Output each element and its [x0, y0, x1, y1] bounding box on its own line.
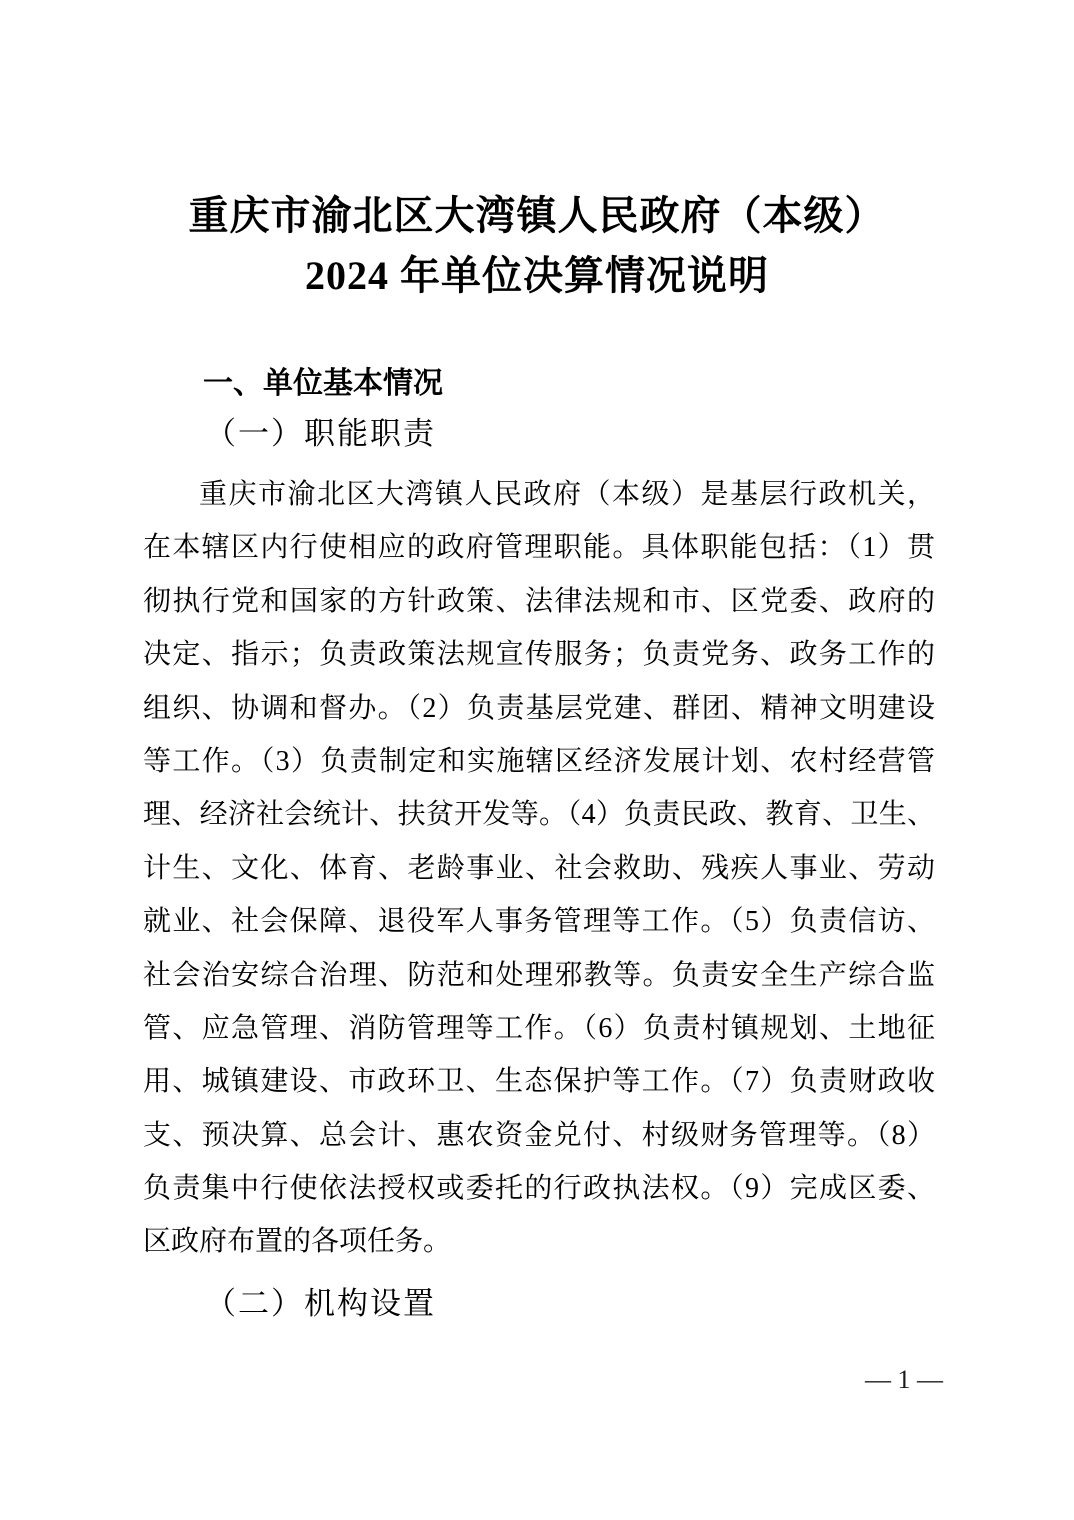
subsection-heading-org-setup: （二）机构设置: [205, 1286, 436, 1321]
body-line: 彻执行党和国家的方针政策、法律法规和市、区党委、政府的: [143, 585, 935, 617]
body-line: 在本辖区内行使相应的政府管理职能。具体职能包括：（1）贯: [143, 532, 935, 564]
body-line: 组织、协调和督办。（2）负责基层党建、群团、精神文明建设: [143, 692, 935, 724]
body-paragraph: [143, 468, 935, 1269]
body-line: 就业、社会保障、退役军人事务管理等工作。（5）负责信访、: [143, 906, 935, 938]
body-line: 支、预决算、总会计、惠农资金兑付、村级财务管理等。（8）: [143, 1119, 935, 1151]
body-line: 负责集中行使依法授权或委托的行政执法权。（9）完成区委、: [143, 1173, 935, 1205]
body-line: 区政府布置的各项任务。: [143, 1226, 452, 1258]
body-line: 重庆市渝北区大湾镇人民政府（本级）是基层行政机关，: [199, 479, 935, 510]
body-line: 决定、指示；负责政策法规宣传服务；负责党务、政务工作的: [143, 639, 935, 671]
body-line: 管、应急管理、消防管理等工作。（6）负责村镇规划、土地征: [143, 1012, 935, 1044]
body-line: 社会治安综合治理、防范和处理邪教等。负责安全生产综合监: [143, 959, 935, 991]
body-line: 计生、文化、体育、老龄事业、社会救助、残疾人事业、劳动: [143, 852, 935, 884]
document-title-line-2: 2024 年单位决算情况说明: [305, 253, 769, 298]
body-line: 理、经济社会统计、扶贫开发等。（4）负责民政、教育、卫生、: [143, 799, 935, 831]
page-number: — 1 —: [865, 1365, 943, 1394]
body-line: 等工作。（3）负责制定和实施辖区经济发展计划、农村经营管: [143, 745, 935, 777]
subsection-heading-duties: （一）职能职责: [205, 416, 436, 451]
body-line: 用、城镇建设、市政环卫、生态保护等工作。（7）负责财政收: [143, 1066, 935, 1098]
document-title-line-1: 重庆市渝北区大湾镇人民政府（本级）: [188, 193, 886, 238]
section-heading-basic-info: 一、单位基本情况: [203, 367, 443, 400]
